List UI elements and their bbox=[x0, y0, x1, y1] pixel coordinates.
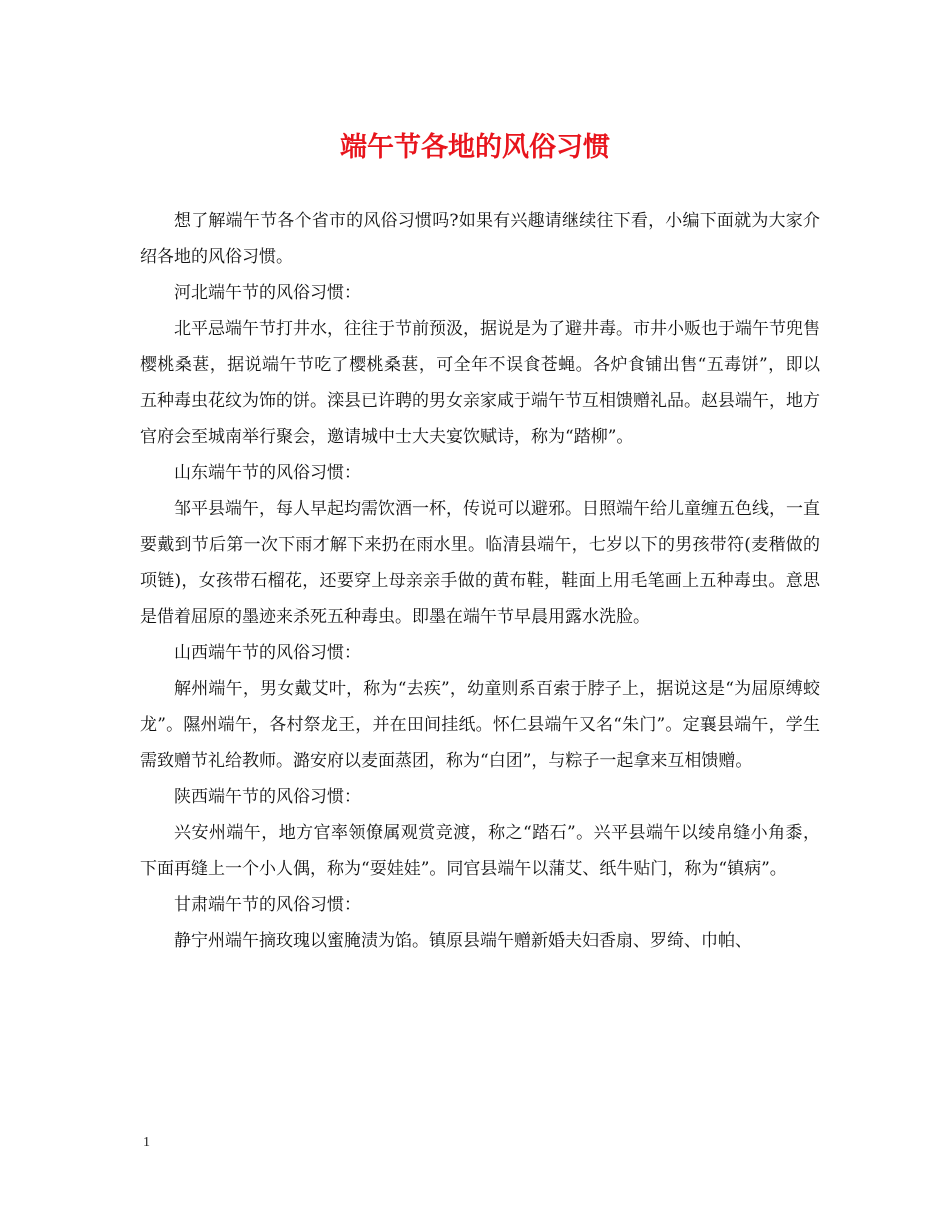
paragraph-gansu: 静宁州端午摘玫瑰以蜜腌渍为馅。镇原县端午赠新婚夫妇香扇、罗绮、巾帕、 bbox=[174, 931, 752, 951]
page-number: 1 bbox=[143, 1135, 150, 1150]
paragraph-shanxi: 解州端午，男女戴艾叶，称为“去疾”，幼童则系百索于脖子上，据说这是“为屈原缚蛟龙”。隰州端午，各村祭龙王，并在田间挂纸。怀仁县端午又名“朱门”。定襄县端午，学生需致赠节礼给教师。潞安府以麦面蒸团，称为“白团”，与粽子一起拿来互相馈赠。 bbox=[140, 679, 820, 771]
section-heading-shanxi: 山西端午节的风俗习惯： bbox=[174, 643, 361, 663]
intro-paragraph: 想了解端午节各个省市的风俗习惯吗?如果有兴趣请继续往下看，小编下面就为大家介绍各地的风俗习惯。 bbox=[140, 211, 820, 267]
section-heading-hebei: 河北端午节的风俗习惯： bbox=[174, 283, 361, 303]
paragraph-shaanxi: 兴安州端午，地方官率领僚属观赏竞渡，称之“踏石”。兴平县端午以绫帛缝小角黍，下面再缝上一个小人偶，称为“耍娃娃”。同官县端午以蒲艾、纸牛贴门，称为“镇病”。 bbox=[140, 823, 820, 879]
document-title: 端午节各地的风俗习惯 bbox=[340, 132, 610, 163]
section-heading-gansu: 甘肃端午节的风俗习惯： bbox=[174, 895, 361, 915]
document-body bbox=[140, 203, 820, 959]
section-heading-shandong: 山东端午节的风俗习惯： bbox=[174, 463, 361, 483]
section-heading-shaanxi: 陕西端午节的风俗习惯： bbox=[174, 787, 361, 807]
paragraph-hebei: 北平忌端午节打井水，往往于节前预汲，据说是为了避井毒。市井小贩也于端午节兜售樱桃桑葚，据说端午节吃了樱桃桑葚，可全年不误食苍蝇。各炉食铺出售“五毒饼”，即以五种毒虫花纹为饰的饼。滦县已许聘的男女亲家咸于端午节互相馈赠礼品。赵县端午，地方官府会至城南举行聚会，邀请城中士大夫宴饮赋诗，称为“踏柳”。 bbox=[140, 319, 820, 447]
paragraph-shandong: 邹平县端午，每人早起均需饮酒一杯，传说可以避邪。日照端午给儿童缠五色线，一直要戴到节后第一次下雨才解下来扔在雨水里。临清县端午，七岁以下的男孩带符(麦稭做的项链)，女孩带石榴花，还要穿上母亲亲手做的黄布鞋，鞋面上用毛笔画上五种毒虫。意思是借着屈原的墨迹来杀死五种毒虫。即墨在端午节早晨用露水洗脸。 bbox=[140, 499, 820, 627]
